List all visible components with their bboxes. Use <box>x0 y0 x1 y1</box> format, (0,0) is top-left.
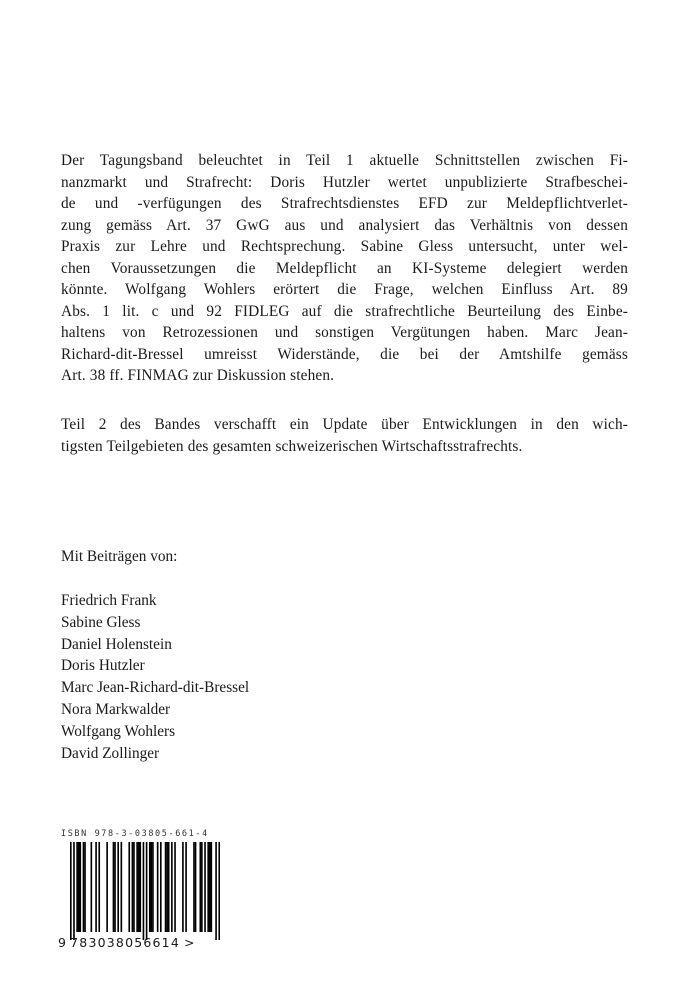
isbn-label: ISBN 978-3-03805-661-4 <box>61 829 209 839</box>
barcode-bar <box>207 842 209 932</box>
contributor-name: Nora Markwalder <box>61 700 171 718</box>
contributors-heading: Mit Beiträgen von: <box>61 548 178 565</box>
contributor-name: Sabine Gless <box>61 613 141 631</box>
text-line: könnte. Wolfgang Wohlers erörtert die Frage, welchen Einfluss Art. 89 <box>61 281 628 298</box>
text-line: Abs. 1 lit. c und 92 FIDLEG auf die strafrechtliche Beurteilung des Einbe- <box>61 302 628 320</box>
barcode-bar <box>193 842 195 932</box>
barcode-bar <box>76 842 78 932</box>
barcode-bar <box>79 842 81 932</box>
text-line: haltens von Retrozessionen und sonstigen Vergütungen haben. Marc Jean- <box>61 324 628 341</box>
barcode-bar <box>136 842 138 932</box>
text-line: de und -verfügungen des Strafrechtsdienstes EFD zur Meldepflichtverlet- <box>61 195 628 212</box>
barcode-bar <box>157 842 159 932</box>
barcode-bar <box>168 842 170 932</box>
contributor-name: David Zollinger <box>61 744 160 762</box>
isbn-barcode <box>70 842 220 940</box>
barcode-bar <box>83 842 85 932</box>
contributor-name: Daniel Holenstein <box>61 635 172 653</box>
barcode-bar <box>113 842 115 932</box>
text-line: nanzmarkt und Strafrecht: Doris Hutzler wertet unpublizierte Strafbeschei- <box>61 173 628 191</box>
text-line: chen Voraussetzungen die Meldepflicht an KI-Systeme delegiert werden <box>61 259 628 277</box>
barcode-bar <box>149 842 151 932</box>
barcode-bar <box>171 842 173 932</box>
contributor-name: Marc Jean-Richard-dit-Bressel <box>61 679 250 697</box>
contributors-list <box>61 590 249 764</box>
barcode-bar <box>133 842 135 932</box>
barcode-bar <box>218 842 220 940</box>
barcode-bar <box>166 842 168 932</box>
barcode-bar <box>139 842 141 932</box>
barcode-bar <box>114 842 116 932</box>
barcode-bar <box>215 842 217 940</box>
barcode-bar <box>185 842 187 932</box>
barcode-bar <box>117 842 119 932</box>
barcode-digits <box>58 935 196 950</box>
barcode-bar <box>204 842 206 932</box>
barcode-bar <box>98 842 100 932</box>
barcode-bar <box>78 842 80 932</box>
text-line: Praxis zur Lehre und Rechtsprechung. Sabine Gless untersucht, unter wel- <box>61 238 628 255</box>
barcode-bar <box>209 842 211 932</box>
description-paragraph-2 <box>61 414 628 457</box>
barcode-bar <box>95 842 97 932</box>
barcode-bar <box>152 842 154 932</box>
barcode-bar <box>160 842 162 932</box>
barcode-bar <box>73 842 75 940</box>
barcode-bar <box>165 842 167 932</box>
barcode-bar <box>211 842 213 932</box>
contributor-name: Wolfgang Wohlers <box>61 722 176 740</box>
barcode-bar <box>132 842 134 932</box>
barcode-bar <box>201 842 203 932</box>
text-line: Der Tagungsband beleuchtet in Teil 1 aktuelle Schnittstellen zwischen Fi- <box>61 152 628 169</box>
barcode-bar <box>199 842 201 932</box>
barcode-bar <box>195 842 197 932</box>
barcode-bar <box>151 842 153 932</box>
text-line: Teil 2 des Bandes verschafft ein Update über Entwicklungen in den wich- <box>61 416 628 433</box>
text-line: tigsten Teilgebieten des gesamten schweizerischen Wirtschaftsstrafrechts. <box>61 437 523 455</box>
barcode-bar <box>128 842 130 932</box>
barcode-arrow: > <box>184 935 196 950</box>
barcode-bar <box>146 842 148 940</box>
contributor-name: Doris Hutzler <box>61 657 145 675</box>
text-line: Richard-dit-Bressel umreisst Widerstände, die bei der Amtshilfe gemäss <box>61 345 628 363</box>
barcode-bar <box>91 842 93 932</box>
barcode-lead-digit: 9 <box>58 935 68 950</box>
description-paragraph-1 <box>61 150 628 387</box>
barcode-digit-string: 783038056614 <box>70 935 180 950</box>
barcode-bar <box>106 842 108 932</box>
barcode-bar <box>84 842 86 932</box>
text-line: Art. 38 ff. FINMAG zur Diskussion stehen. <box>61 367 335 384</box>
text-line: zung gemäss Art. 37 GwG aus und analysiert das Verhältnis von dessen <box>61 216 628 234</box>
barcode-bar <box>174 842 176 932</box>
barcode-bar <box>182 842 184 932</box>
barcode-bar <box>138 842 140 932</box>
barcode-bar <box>143 842 145 940</box>
contributor-name: Friedrich Frank <box>61 592 157 609</box>
barcode-bar <box>121 842 123 932</box>
barcode-bar <box>70 842 72 940</box>
